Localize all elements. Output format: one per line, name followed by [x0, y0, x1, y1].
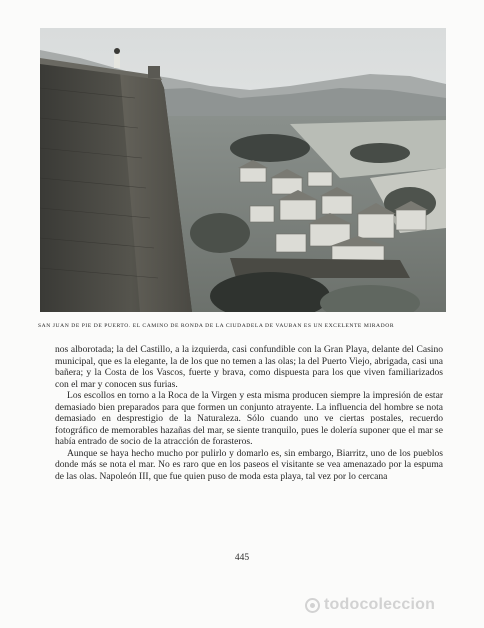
watermark-text: todocoleccion — [324, 596, 436, 613]
page-number: 445 — [234, 553, 250, 563]
paragraph: Aunque se haya hecho mucho por pulirlo y domarlo es, sin embargo, Biarritz, uno de los pueblos donde más se nota el mar. No es raro que en los paseos el visitante se vea amenazado por la espuma de las olas. Napoleón III, que fue quien puso de moda esta playa, tal vez por lo cercana — [55, 447, 443, 483]
article-body — [55, 344, 443, 483]
paragraph: nos alborotada; la del Castillo, a la izquierda, casi confundible con la Gran Playa, delante del Casino municipal, que es la elegante, la de los que no temen a las olas; la del Puerto Viejo, abrigada, casi una bañera; y la Costa de los Vascos, fuerte y brava, como dispuesta para los que viven familiarizados con el mar y conocen sus furias. — [55, 344, 443, 390]
paragraph: Los escollos en torno a la Roca de la Virgen y esta misma producen siempre la impresión de estar demasiado bien preparados para que formen un conjunto atrayente. La influencia del hombre se nota demasiado en desprestigio de la Naturaleza. Sólo cuando uno ve ciertas postales, recuerdo fotográfico de memorables hazañas del mar, se siente tranquilo, pues le dolería suponer que el mar se había entrado de socio de la atracción de forasteros. — [55, 390, 443, 448]
town-photograph — [40, 28, 446, 312]
photo-caption: SAN JUAN DE PIE DE PUERTO. EL CAMINO DE RONDA DE LA CIUDADELA DE VAUBAN ES UN EXCELENTE MIRADOR — [38, 323, 395, 329]
watermark — [305, 596, 435, 614]
photo-illustration — [40, 28, 446, 312]
watermark-logo-icon — [305, 598, 320, 613]
